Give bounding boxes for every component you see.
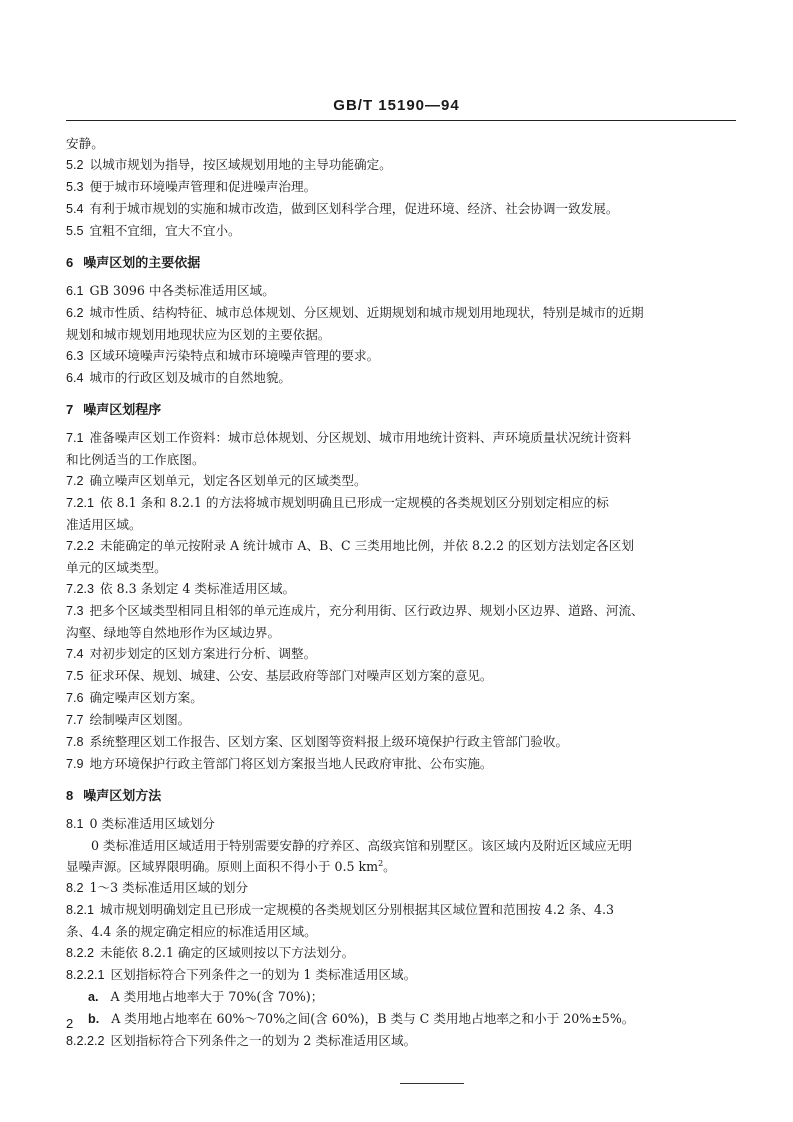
clause-6-1 — [66, 280, 688, 302]
clause-number: 7.6 — [66, 691, 84, 705]
clause-7-2-2 — [66, 535, 688, 557]
clause-text: 系统整理区划工作报告、区划方案、区划图等资料报上级环境保护行政主管部门验收。 — [89, 734, 569, 749]
clause-text: 依 8.3 条划定 4 类标准适用区域。 — [100, 581, 296, 596]
clause-text: 有利于城市规划的实施和城市改造，做到区划科学合理，促进环境、经济、社会协调一致发展。 — [89, 201, 619, 216]
clause-8-2 — [66, 877, 688, 899]
clause-number: 7.3 — [66, 604, 84, 618]
clause-8-2-1-cont: 条、4.4 条的规定确定相应的标准适用区域。 — [66, 924, 317, 939]
clause-text: 对初步划定的区划方案进行分析、调整。 — [89, 646, 317, 661]
section-title: 噪声区划方法 — [83, 789, 162, 804]
clause-text: 显噪声源。区域界限明确。原则上面积不得小于 0.5 km — [66, 859, 379, 874]
header-divider — [66, 120, 736, 121]
clause-7-9 — [66, 753, 688, 775]
clause-8-2-1 — [66, 899, 688, 921]
clause-5-5 — [66, 220, 688, 242]
clause-text: GB 3096 中各类标准适用区域。 — [89, 283, 275, 298]
clause-7-1 — [66, 427, 688, 449]
section-title: 噪声区划的主要依据 — [83, 256, 201, 271]
clause-number: 7.2.3 — [66, 582, 95, 596]
clause-text: 宜粗不宜细，宜大不宜小。 — [89, 223, 241, 238]
clause-number: 7.4 — [66, 647, 84, 661]
clause-6-2-cont: 规划和城市规划用地现状应为区划的主要依据。 — [66, 327, 331, 342]
clause-7-5 — [66, 665, 688, 687]
clause-number: 5.4 — [66, 202, 84, 216]
footer-divider — [400, 1083, 464, 1084]
clause-5-3 — [66, 176, 688, 198]
clause-text: 便于城市环境噪声管理和促进噪声治理。 — [89, 179, 317, 194]
clause-number: 6.2 — [66, 306, 84, 320]
clause-8-1-para: 0 类标准适用区域适用于特别需要安静的疗养区、高级宾馆和别墅区。该区域内及附近区域应无明 — [91, 838, 632, 853]
clause-7-2-3 — [66, 578, 688, 600]
clause-text: 未能依 8.2.1 确定的区域则按以下方法划分。 — [100, 945, 355, 960]
clause-text: 1～3 类标准适用区域的划分 — [89, 880, 249, 895]
list-marker: a. — [88, 990, 99, 1004]
clause-number: 8.2.2.2 — [66, 1034, 105, 1048]
clause-7-2-1 — [66, 492, 688, 514]
text-line: 安静。 — [66, 136, 104, 151]
clause-7-6 — [66, 687, 688, 709]
clause-text: 城市规划明确划定且已形成一定规模的各类规划区分别根据其区域位置和范围按 4.2 条、4.3 — [100, 902, 615, 917]
clause-number: 7.7 — [66, 713, 84, 727]
clause-6-3 — [66, 345, 688, 367]
clause-text: 征求环保、规划、城建、公安、基层政府等部门对噪声区划方案的意见。 — [89, 668, 493, 683]
section-number: 6 — [66, 255, 74, 270]
clause-number: 8.2.2 — [66, 946, 95, 960]
clause-7-1-cont: 和比例适当的工作底图。 — [66, 452, 205, 467]
clause-7-3-cont: 沟壑、绿地等自然地形作为区域边界。 — [66, 625, 281, 640]
clause-number: 7.5 — [66, 669, 84, 683]
clause-text: 准备噪声区划工作资料：城市总体规划、分区规划、城市用地统计资料、声环境质量状况统计资料 — [89, 430, 632, 445]
clause-text: 以城市规划为指导，按区域规划用地的主导功能确定。 — [89, 157, 392, 172]
clause-number: 8.1 — [66, 817, 84, 831]
clause-text: 0 类标准适用区域划分 — [89, 816, 215, 831]
section-title: 噪声区划程序 — [83, 403, 162, 418]
page-number: 2 — [66, 1016, 74, 1031]
clause-text: 城市性质、结构特征、城市总体规划、分区规划、近期规划和城市规划用地现状，特别是城市的近期 — [89, 305, 644, 320]
clause-number: 5.3 — [66, 180, 84, 194]
clause-7-2-1-cont: 准适用区域。 — [66, 517, 142, 532]
clause-8-1-para-cont — [66, 856, 688, 877]
clause-number: 8.2.2.1 — [66, 968, 105, 982]
clause-number: 8.2.1 — [66, 903, 95, 917]
clause-text: 确立噪声区划单元，划定各区划单元的区域类型。 — [89, 473, 367, 488]
clause-7-2 — [66, 470, 688, 492]
clause-7-2-2-cont: 单元的区域类型。 — [66, 560, 167, 575]
clause-number: 6.3 — [66, 349, 84, 363]
clause-text: 区划指标符合下列条件之一的划为 2 类标准适用区域。 — [110, 1033, 417, 1048]
clause-number: 7.1 — [66, 431, 84, 445]
clause-8-1 — [66, 813, 688, 835]
clause-7-4 — [66, 643, 688, 665]
clause-8-2-2 — [66, 942, 688, 964]
clause-6-2 — [66, 302, 688, 324]
clause-number: 7.2 — [66, 474, 84, 488]
section-number: 8 — [66, 788, 74, 803]
page-header-standard-code: GB/T 15190—94 — [333, 97, 460, 114]
clause-number: 7.9 — [66, 757, 84, 771]
clause-number: 7.2.1 — [66, 496, 95, 510]
clause-5-2 — [66, 154, 688, 176]
list-item-a — [66, 986, 688, 1008]
clause-7-3 — [66, 600, 688, 622]
clause-number: 7.2.2 — [66, 539, 95, 553]
clause-text: 城市的行政区划及城市的自然地貌。 — [89, 370, 292, 385]
clause-number: 5.5 — [66, 224, 84, 238]
clause-text: 区域环境噪声污染特点和城市环境噪声管理的要求。 — [89, 348, 380, 363]
list-text: A 类用地占地率大于 70%(含 70%)； — [110, 989, 324, 1004]
clause-8-2-2-2 — [66, 1030, 688, 1052]
superscript: 2 — [378, 858, 384, 868]
clause-text: 确定噪声区划方案。 — [89, 690, 203, 705]
clause-number: 6.1 — [66, 284, 84, 298]
clause-text: 地方环境保护行政主管部门将区划方案报当地人民政府审批、公布实施。 — [89, 756, 493, 771]
clause-7-7 — [66, 709, 688, 731]
list-item-b — [66, 1008, 688, 1030]
clause-text: 绘制噪声区划图。 — [89, 712, 191, 727]
document-body — [66, 133, 688, 1052]
clause-8-2-2-1 — [66, 964, 688, 986]
section-heading-8 — [66, 785, 688, 807]
clause-7-8 — [66, 731, 688, 753]
clause-number: 8.2 — [66, 881, 84, 895]
clause-5-4 — [66, 198, 688, 220]
clause-text: 未能确定的单元按附录 A 统计城市 A、B、C 三类用地比例，并依 8.2.2 的区划方法划定各区划 — [100, 538, 634, 553]
clause-text: 。 — [383, 859, 396, 874]
clause-number: 6.4 — [66, 371, 84, 385]
clause-6-4 — [66, 367, 688, 389]
clause-text: 依 8.1 条和 8.2.1 的方法将城市规划明确且已形成一定规模的各类规划区分别划定相应的标 — [100, 495, 609, 510]
section-heading-6 — [66, 252, 688, 274]
clause-text: 把多个区域类型相同且相邻的单元连成片，充分利用街、区行政边界、规划小区边界、道路、河流、 — [89, 603, 644, 618]
section-heading-7 — [66, 399, 688, 421]
list-marker: b. — [88, 1012, 100, 1026]
clause-number: 5.2 — [66, 158, 84, 172]
clause-text: 区划指标符合下列条件之一的划为 1 类标准适用区域。 — [110, 967, 417, 982]
clause-number: 7.8 — [66, 735, 84, 749]
section-number: 7 — [66, 402, 74, 417]
list-text: A 类用地占地率在 60%～70%之间(含 60%)，B 类与 C 类用地占地率之和小于 20%±5%。 — [111, 1011, 635, 1026]
